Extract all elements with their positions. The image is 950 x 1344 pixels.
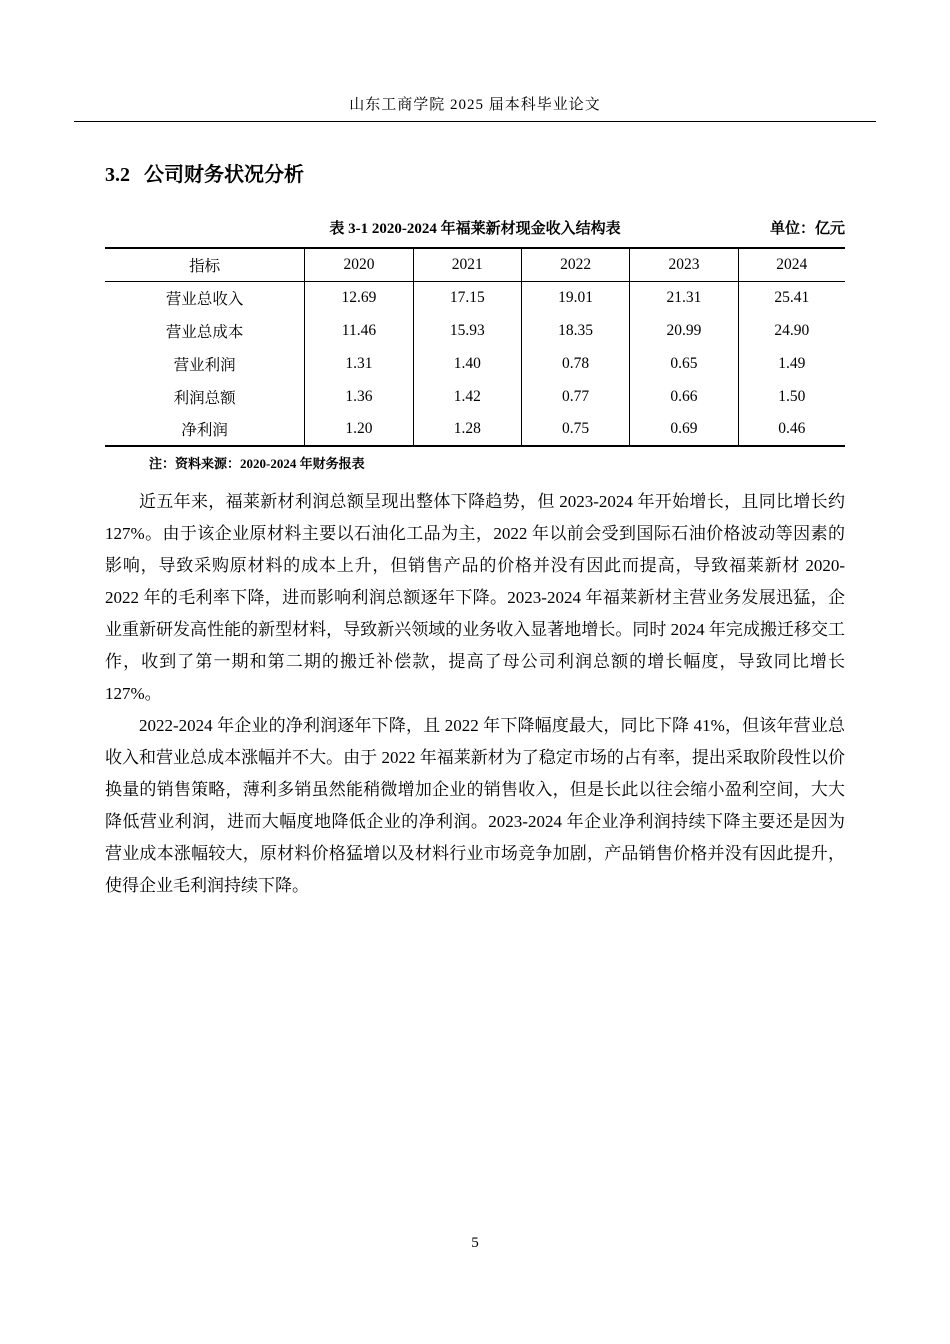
value-cell: 21.31: [630, 281, 738, 314]
value-cell: 0.66: [630, 380, 738, 413]
table-row: [105, 281, 845, 314]
section-heading: [105, 158, 845, 187]
row-label-cell: 营业总成本: [165, 323, 244, 341]
value-cell: 0.77: [521, 380, 629, 413]
value-cell: 1.36: [305, 380, 413, 413]
column-header-2023: 2023: [630, 248, 738, 281]
value-cell: 11.46: [305, 314, 413, 347]
value-cell: 1.42: [413, 380, 521, 413]
table-source-note: 注：资料来源：2020-2024 年财务报表: [149, 456, 365, 471]
value-cell: 12.69: [305, 281, 413, 314]
value-cell: 1.31: [305, 347, 413, 380]
body-text: [105, 486, 845, 902]
table-caption-row: [105, 217, 845, 238]
row-label-cell: 营业利润: [173, 356, 236, 374]
section-number: 3.2: [105, 164, 130, 186]
value-cell: 17.15: [413, 281, 521, 314]
value-cell: 0.65: [630, 347, 738, 380]
header-text: 山东工商学院 2025 届本科毕业论文: [349, 97, 601, 113]
page-content: [105, 158, 845, 902]
value-cell: 0.78: [521, 347, 629, 380]
value-cell: 1.50: [738, 380, 845, 413]
value-cell: 24.90: [738, 314, 845, 347]
value-cell: 0.75: [521, 413, 629, 446]
section-title: 公司财务状况分析: [144, 164, 304, 186]
table-caption: 表 3-1 2020-2024 年福莱新材现金收入结构表: [329, 221, 621, 237]
table-row: [105, 347, 845, 380]
table-row: [105, 314, 845, 347]
column-header-2024: 2024: [738, 248, 845, 281]
value-cell: 0.69: [630, 413, 738, 446]
page-number: 5: [471, 1235, 479, 1251]
row-label-cell: 营业总收入: [165, 290, 244, 308]
paragraph: 近五年来，福莱新材利润总额呈现出整体下降趋势，但 2023-2024 年开始增长，且同比增长约 127%。由于该企业原材料主要以石油化工品为主，2022 年以前会受到国际石油价格波动等因素的影响，导致采购原材料的成本上升，但销售产品的价格并没有因此而提高，导致福莱新材 2020-2022 年的毛利率下降，进而影响利润总额逐年下降。2023-2024 年福莱新材主营业务发展迅猛，企业重新研发高性能的新型材料，导致新兴领域的业务收入显著地增长。同时 2024 年完成搬迁移交工作，收到了第一期和第二期的搬迁补偿款，提高了母公司利润总额的增长幅度，导致同比增长 127%。: [105, 492, 845, 703]
value-cell: 1.28: [413, 413, 521, 446]
paragraph: 2022-2024 年企业的净利润逐年下降，且 2022 年下降幅度最大，同比下降 41%，但该年营业总收入和营业总成本涨幅并不大。由于 2022 年福莱新材为了稳定市场的占有率，提出采取阶段性以价换量的销售策略，薄利多销虽然能稍微增加企业的销售收入，但是长此以往会缩小盈利空间，大大降低营业利润，进而大幅度地降低企业的净利润。2023-2024 年企业净利润持续下降主要还是因为营业成本涨幅较大，原材料价格猛增以及材料行业市场竞争加剧，产品销售价格并没有因此提升，使得企业毛利润持续下降。: [105, 716, 845, 895]
column-header-2020: 2020: [305, 248, 413, 281]
financial-table: [105, 247, 845, 447]
row-label-cell: 利润总额: [173, 389, 236, 407]
value-cell: 0.46: [738, 413, 845, 446]
column-header-indicator: 指标: [189, 257, 221, 275]
column-header-2022: 2022: [521, 248, 629, 281]
value-cell: 18.35: [521, 314, 629, 347]
page-header: [74, 0, 876, 122]
value-cell: 1.49: [738, 347, 845, 380]
value-cell: 1.20: [305, 413, 413, 446]
table-row: [105, 380, 845, 413]
value-cell: 19.01: [521, 281, 629, 314]
value-cell: 20.99: [630, 314, 738, 347]
table-header-row: [105, 248, 845, 281]
value-cell: 15.93: [413, 314, 521, 347]
row-label-cell: 净利润: [181, 422, 228, 439]
table-unit-label: 单位：亿元: [769, 221, 845, 237]
table-row: [105, 413, 845, 446]
column-header-2021: 2021: [413, 248, 521, 281]
value-cell: 25.41: [738, 281, 845, 314]
value-cell: 1.40: [413, 347, 521, 380]
